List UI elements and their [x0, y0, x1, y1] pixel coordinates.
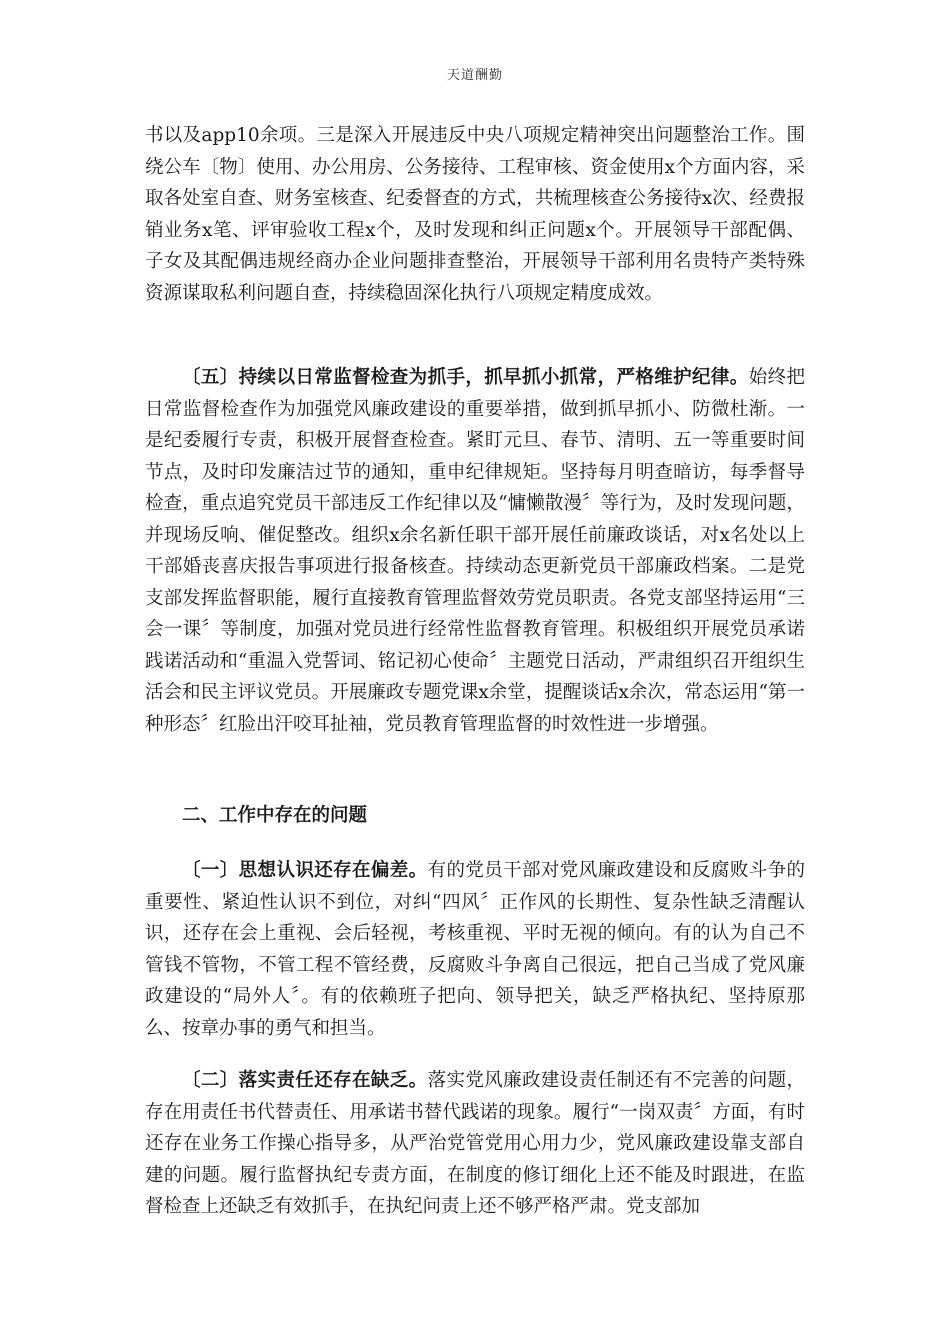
running-header: 天道酬勤 — [446, 68, 503, 83]
paragraph-body-5: 始终把日常监督检查作为加强党风廉政建设的重要举措，做到抓早抓小、防微杜渐。一是纪委履行专责，积极开展督查检查。紧盯元旦、春节、清明、五一等重要时间节点，及时印发廉洁过节的通知，重申纪律规矩。坚持每月明查暗访，每季督导检查，重点追究党员干部违反工作纪律以及“慵懒散漫〞等行为，及时发现问题，并现场反响、催促整改。组织x余名新任职干部开展任前廉政谈话，对x名处以上干部婚丧喜庆报告事项进行报备核查。持续动态更新党员干部廉政档案。二是党支部发挥监督职能，履行直接教育管理监督效劳党员职责。各党支部坚持运用“三会一课〞等制度，加强对党员进行经常性监督教育管理。积极组织开展党员承诺践诺活动和“重温入党誓词、铭记初心使命〞主题党日活动，严肃组织召开组织生活会和民主评议党员。开展廉政专题党课x余堂，提醒谈话x余次，常态运用“第一种形态〞红脸出汗咬耳扯袖，党员教育管理监督的时效性进一步增强。 — [145, 367, 805, 735]
paragraph-lead-problem-1: 〔一〕思想认识还存在偏差。 — [182, 860, 428, 881]
paragraph-lead-problem-2: 〔二〕落实责任还存在缺乏。 — [182, 1070, 428, 1091]
paragraph-section-5 — [145, 362, 805, 740]
section-heading: 二、工作中存在的问题 — [182, 805, 368, 826]
paragraph-body-problem-2: 落实党风廉政建设责任制还有不完善的问题，存在用责任书代替责任、用承诺书替代践诺的现象。履行“一岗双责〞方面，有时还存在业务工作操心指导多，从严治党管党用心用力少，党风廉政建设靠支部自建的问题。履行监督执纪专责方面，在制度的修订细化上还不能及时跟进，在监督检查上还缺乏有效抓手，在执纪问责上还不够严格严肃。党支部加 — [145, 1070, 805, 1217]
paragraph-body-problem-1: 有的党员干部对党风廉政建设和反腐败斗争的重要性、紧迫性认识不到位，对纠“四风〞正作风的长期性、复杂性缺乏清醒认识，还存在会上重视、会后轻视，考核重视、平时无视的倾向。有的认为自己不管钱不管物，不管工程不管经费，反腐败斗争离自己很远，把自己当成了党风廉政建设的“局外人〞。有的依赖班子把向、领导把关，缺乏严格执纪、坚持原那么、按章办事的勇气和担当。 — [145, 860, 805, 1039]
paragraph-continuation: 书以及app10余项。三是深入开展违反中央八项规定精神突出问题整治工作。围绕公车〔物〕使用、办公用房、公务接待、工程审核、资金使用x个方面内容，采取各处室自查、财务室核查、纪委督查的方式，共梳理核查公务接待x次、经费报销业务x笔、评审验收工程x个，及时发现和纠正问题x个。开展领导干部配偶、子女及其配偶违规经商办企业问题排查整治，开展领导干部利用名贵特产类特殊资源谋取私利问题自查，持续稳固深化执行八项规定精度成效。 — [145, 125, 805, 304]
paragraph-problem-2 — [145, 1065, 805, 1223]
paragraph-problem-1 — [145, 855, 805, 1044]
paragraph-lead-5: 〔五〕持续以日常监督检查为抓手，抓早抓小抓常，严格维护纪律。 — [182, 367, 749, 388]
